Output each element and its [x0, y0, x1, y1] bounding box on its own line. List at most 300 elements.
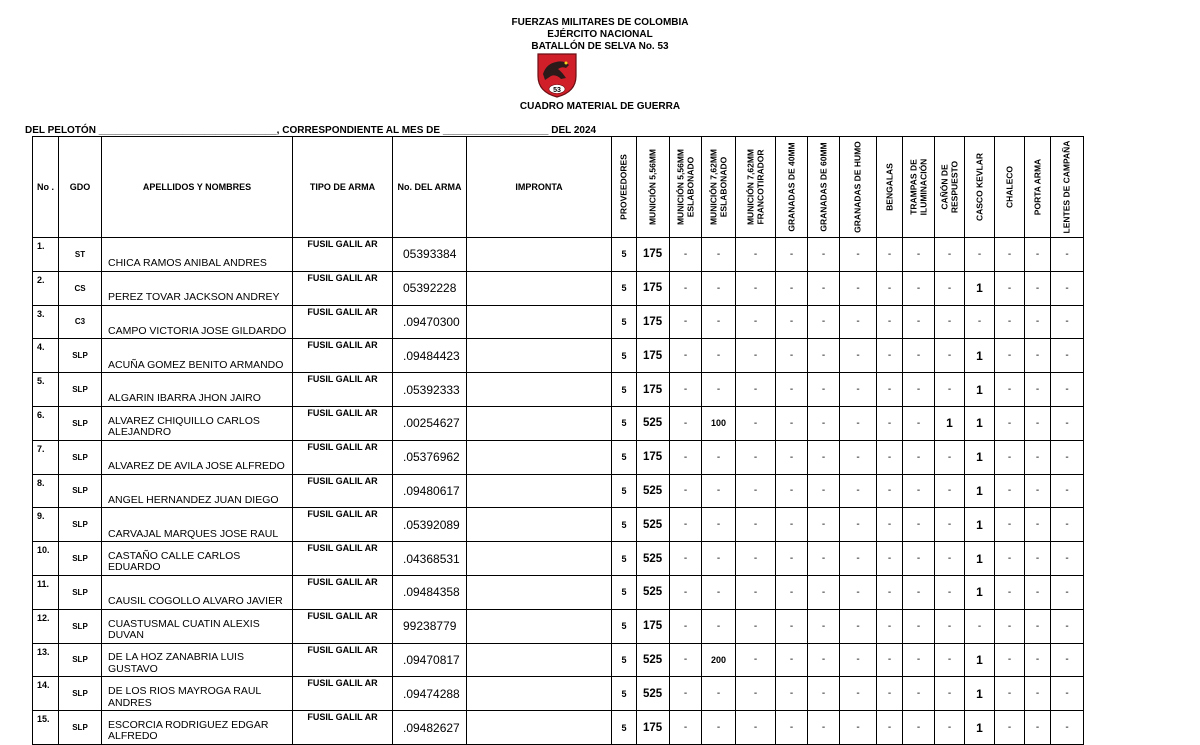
- table-row: [33, 474, 1084, 508]
- table-row: [33, 271, 1084, 305]
- municion-556-eslabonado-cell: -: [670, 406, 702, 440]
- name-cell: CARVAJAL MARQUES JOSE RAUL: [102, 508, 293, 542]
- porta-arma-cell: -: [1025, 406, 1051, 440]
- municion-556-eslabonado-cell: -: [670, 238, 702, 272]
- granadas-60-cell: -: [808, 373, 840, 407]
- municion-556-cell: 175: [637, 339, 670, 373]
- row-number: 9.: [33, 508, 59, 542]
- org-title-line2: EJÉRCITO NACIONAL: [547, 29, 653, 40]
- municion-556-cell: 175: [637, 305, 670, 339]
- trampas-cell: -: [903, 271, 935, 305]
- chaleco-cell: -: [995, 271, 1025, 305]
- canon-cell: -: [935, 643, 965, 677]
- municion-762-eslabonado-cell: 200: [702, 643, 736, 677]
- chaleco-cell: -: [995, 643, 1025, 677]
- granadas-humo-cell: -: [840, 339, 877, 373]
- casco-cell: 1: [965, 575, 995, 609]
- impronta-cell: [467, 406, 612, 440]
- trampas-cell: -: [903, 643, 935, 677]
- rank-cell: SLP: [59, 373, 102, 407]
- porta-arma-cell: -: [1025, 373, 1051, 407]
- granadas-40-cell: -: [776, 711, 808, 745]
- municion-762-francotirador-cell: -: [736, 643, 776, 677]
- chaleco-cell: -: [995, 575, 1025, 609]
- rank-cell: ST: [59, 238, 102, 272]
- canon-cell: 1: [935, 406, 965, 440]
- trampas-cell: -: [903, 339, 935, 373]
- porta-arma-cell: -: [1025, 271, 1051, 305]
- granadas-60-cell: -: [808, 575, 840, 609]
- org-title-line1: FUERZAS MILITARES DE COLOMBIA: [511, 17, 689, 28]
- canon-cell: -: [935, 711, 965, 745]
- col-mun762f: MUNICIÓN 7,62MM FRANCOTIRADOR: [736, 137, 776, 238]
- granadas-60-cell: -: [808, 711, 840, 745]
- granadas-humo-cell: -: [840, 542, 877, 576]
- municion-762-francotirador-cell: -: [736, 542, 776, 576]
- chaleco-cell: -: [995, 508, 1025, 542]
- municion-556-cell: 525: [637, 677, 670, 711]
- municion-556-eslabonado-cell: -: [670, 474, 702, 508]
- col-casco: CASCO KEVLAR: [965, 137, 995, 238]
- trampas-cell: -: [903, 474, 935, 508]
- proveedores-cell: 5: [612, 711, 637, 745]
- rank-cell: SLP: [59, 575, 102, 609]
- arm-number-cell: .09474288: [393, 677, 467, 711]
- arm-number-cell: .00254627: [393, 406, 467, 440]
- col-impronta: IMPRONTA: [467, 137, 612, 238]
- name-cell: ALVAREZ CHIQUILLO CARLOS ALEJANDRO: [102, 406, 293, 440]
- table-row: [33, 238, 1084, 272]
- lentes-cell: -: [1051, 542, 1084, 576]
- col-gr60: GRANADAS DE 60MM: [808, 137, 840, 238]
- arm-number-cell: 05393384: [393, 238, 467, 272]
- canon-cell: -: [935, 238, 965, 272]
- bengalas-cell: -: [877, 575, 903, 609]
- row-number: 13.: [33, 643, 59, 677]
- name-cell: ANGEL HERNANDEZ JUAN DIEGO: [102, 474, 293, 508]
- proveedores-cell: 5: [612, 238, 637, 272]
- lentes-cell: -: [1051, 339, 1084, 373]
- col-porta: PORTA ARMA: [1025, 137, 1051, 238]
- chaleco-cell: -: [995, 474, 1025, 508]
- row-number: 10.: [33, 542, 59, 576]
- municion-556-eslabonado-cell: -: [670, 339, 702, 373]
- trampas-cell: -: [903, 542, 935, 576]
- municion-762-eslabonado-cell: -: [702, 508, 736, 542]
- arm-number-cell: .09480617: [393, 474, 467, 508]
- granadas-60-cell: -: [808, 508, 840, 542]
- granadas-60-cell: -: [808, 677, 840, 711]
- chaleco-cell: -: [995, 440, 1025, 474]
- municion-556-eslabonado-cell: -: [670, 643, 702, 677]
- granadas-humo-cell: -: [840, 508, 877, 542]
- name-cell: CAUSIL COGOLLO ALVARO JAVIER: [102, 575, 293, 609]
- arm-type-cell: FUSIL GALIL AR: [293, 542, 393, 576]
- arm-type-cell: FUSIL GALIL AR: [293, 609, 393, 643]
- canon-cell: -: [935, 271, 965, 305]
- municion-762-francotirador-cell: -: [736, 238, 776, 272]
- bengalas-cell: -: [877, 643, 903, 677]
- porta-arma-cell: -: [1025, 474, 1051, 508]
- arm-type-cell: FUSIL GALIL AR: [293, 440, 393, 474]
- table-row: [33, 575, 1084, 609]
- municion-556-cell: 525: [637, 542, 670, 576]
- bengalas-cell: -: [877, 677, 903, 711]
- granadas-60-cell: -: [808, 542, 840, 576]
- granadas-40-cell: -: [776, 542, 808, 576]
- porta-arma-cell: -: [1025, 238, 1051, 272]
- rank-cell: SLP: [59, 542, 102, 576]
- col-mun556e: MUNICIÓN 5,56MM ESLABONADO: [670, 137, 702, 238]
- municion-556-eslabonado-cell: -: [670, 508, 702, 542]
- porta-arma-cell: -: [1025, 440, 1051, 474]
- municion-762-eslabonado-cell: -: [702, 238, 736, 272]
- granadas-40-cell: -: [776, 271, 808, 305]
- casco-cell: 1: [965, 711, 995, 745]
- municion-556-eslabonado-cell: -: [670, 542, 702, 576]
- lentes-cell: -: [1051, 373, 1084, 407]
- bengalas-cell: -: [877, 406, 903, 440]
- lentes-cell: -: [1051, 643, 1084, 677]
- municion-762-eslabonado-cell: 100: [702, 406, 736, 440]
- impronta-cell: [467, 643, 612, 677]
- col-no: No .: [33, 137, 59, 238]
- arm-type-cell: FUSIL GALIL AR: [293, 575, 393, 609]
- municion-762-eslabonado-cell: -: [702, 373, 736, 407]
- granadas-40-cell: -: [776, 643, 808, 677]
- lentes-cell: -: [1051, 271, 1084, 305]
- granadas-40-cell: -: [776, 339, 808, 373]
- municion-762-eslabonado-cell: -: [702, 609, 736, 643]
- trampas-cell: -: [903, 575, 935, 609]
- granadas-40-cell: -: [776, 508, 808, 542]
- row-number: 6.: [33, 406, 59, 440]
- rank-cell: SLP: [59, 711, 102, 745]
- table-row: [33, 440, 1084, 474]
- granadas-40-cell: -: [776, 440, 808, 474]
- granadas-60-cell: -: [808, 271, 840, 305]
- table-row: [33, 542, 1084, 576]
- casco-cell: 1: [965, 677, 995, 711]
- form-title: CUADRO MATERIAL DE GUERRA: [519, 101, 681, 112]
- row-number: 14.: [33, 677, 59, 711]
- row-number: 2.: [33, 271, 59, 305]
- municion-556-eslabonado-cell: -: [670, 575, 702, 609]
- table-row: [33, 609, 1084, 643]
- granadas-40-cell: -: [776, 609, 808, 643]
- lentes-cell: -: [1051, 440, 1084, 474]
- casco-cell: 1: [965, 339, 995, 373]
- municion-556-eslabonado-cell: -: [670, 609, 702, 643]
- table-header-row: [33, 137, 1084, 238]
- arm-number-cell: .05392089: [393, 508, 467, 542]
- canon-cell: -: [935, 440, 965, 474]
- canon-cell: -: [935, 609, 965, 643]
- canon-cell: -: [935, 305, 965, 339]
- canon-cell: -: [935, 575, 965, 609]
- lentes-cell: -: [1051, 474, 1084, 508]
- granadas-60-cell: -: [808, 643, 840, 677]
- municion-762-francotirador-cell: -: [736, 575, 776, 609]
- arm-type-cell: FUSIL GALIL AR: [293, 305, 393, 339]
- municion-556-eslabonado-cell: -: [670, 373, 702, 407]
- municion-556-cell: 175: [637, 373, 670, 407]
- name-cell: ALGARIN IBARRA JHON JAIRO: [102, 373, 293, 407]
- granadas-humo-cell: -: [840, 677, 877, 711]
- granadas-humo-cell: -: [840, 238, 877, 272]
- municion-762-francotirador-cell: -: [736, 271, 776, 305]
- lentes-cell: -: [1051, 305, 1084, 339]
- casco-cell: 1: [965, 440, 995, 474]
- row-number: 3.: [33, 305, 59, 339]
- proveedores-cell: 5: [612, 575, 637, 609]
- municion-762-eslabonado-cell: -: [702, 711, 736, 745]
- granadas-humo-cell: -: [840, 575, 877, 609]
- granadas-40-cell: -: [776, 305, 808, 339]
- lentes-cell: -: [1051, 677, 1084, 711]
- name-cell: DE LOS RIOS MAYROGA RAUL ANDRES: [102, 677, 293, 711]
- row-number: 8.: [33, 474, 59, 508]
- trampas-cell: -: [903, 677, 935, 711]
- canon-cell: -: [935, 677, 965, 711]
- casco-cell: 1: [965, 271, 995, 305]
- municion-556-eslabonado-cell: -: [670, 677, 702, 711]
- municion-556-cell: 525: [637, 406, 670, 440]
- granadas-60-cell: -: [808, 474, 840, 508]
- impronta-cell: [467, 474, 612, 508]
- municion-762-francotirador-cell: -: [736, 474, 776, 508]
- municion-556-eslabonado-cell: -: [670, 711, 702, 745]
- name-cell: CUASTUSMAL CUATIN ALEXIS DUVAN: [102, 609, 293, 643]
- arm-number-cell: .09470300: [393, 305, 467, 339]
- casco-cell: 1: [965, 643, 995, 677]
- canon-cell: -: [935, 474, 965, 508]
- casco-cell: -: [965, 238, 995, 272]
- chaleco-cell: -: [995, 711, 1025, 745]
- municion-762-eslabonado-cell: -: [702, 305, 736, 339]
- bengalas-cell: -: [877, 373, 903, 407]
- impronta-cell: [467, 440, 612, 474]
- arm-type-cell: FUSIL GALIL AR: [293, 271, 393, 305]
- casco-cell: -: [965, 305, 995, 339]
- lentes-cell: -: [1051, 609, 1084, 643]
- bengalas-cell: -: [877, 339, 903, 373]
- name-cell: CHICA RAMOS ANIBAL ANDRES: [102, 238, 293, 272]
- period-line: DEL PELOTÓN ________________________________, CORRESPONDIENTE AL MES DE ___________________ DEL 2024: [25, 125, 597, 136]
- municion-556-cell: 175: [637, 271, 670, 305]
- municion-556-eslabonado-cell: -: [670, 271, 702, 305]
- arm-type-cell: FUSIL GALIL AR: [293, 406, 393, 440]
- chaleco-cell: -: [995, 373, 1025, 407]
- row-number: 11.: [33, 575, 59, 609]
- impronta-cell: [467, 238, 612, 272]
- lentes-cell: -: [1051, 711, 1084, 745]
- porta-arma-cell: -: [1025, 339, 1051, 373]
- granadas-humo-cell: -: [840, 711, 877, 745]
- rank-cell: SLP: [59, 508, 102, 542]
- rank-cell: CS: [59, 271, 102, 305]
- arm-number-cell: .09470817: [393, 643, 467, 677]
- chaleco-cell: -: [995, 305, 1025, 339]
- col-name: APELLIDOS Y NOMBRES: [102, 137, 293, 238]
- proveedores-cell: 5: [612, 508, 637, 542]
- granadas-humo-cell: -: [840, 609, 877, 643]
- bengalas-cell: -: [877, 609, 903, 643]
- municion-556-cell: 175: [637, 711, 670, 745]
- granadas-humo-cell: -: [840, 440, 877, 474]
- logo-number: 53: [553, 87, 561, 94]
- municion-556-eslabonado-cell: -: [670, 305, 702, 339]
- arm-number-cell: .09482627: [393, 711, 467, 745]
- col-arm-no: No. DEL ARMA: [393, 137, 467, 238]
- municion-762-francotirador-cell: -: [736, 508, 776, 542]
- granadas-humo-cell: -: [840, 271, 877, 305]
- lentes-cell: -: [1051, 508, 1084, 542]
- municion-762-francotirador-cell: -: [736, 609, 776, 643]
- name-cell: ALVAREZ DE AVILA JOSE ALFREDO: [102, 440, 293, 474]
- trampas-cell: -: [903, 440, 935, 474]
- proveedores-cell: 5: [612, 271, 637, 305]
- granadas-40-cell: -: [776, 474, 808, 508]
- municion-762-francotirador-cell: -: [736, 440, 776, 474]
- municion-762-francotirador-cell: -: [736, 305, 776, 339]
- lentes-cell: -: [1051, 575, 1084, 609]
- col-chaleco: CHALECO: [995, 137, 1025, 238]
- name-cell: ESCORCIA RODRIGUEZ EDGAR ALFREDO: [102, 711, 293, 745]
- canon-cell: -: [935, 339, 965, 373]
- municion-762-eslabonado-cell: -: [702, 542, 736, 576]
- rank-cell: SLP: [59, 677, 102, 711]
- proveedores-cell: 5: [612, 373, 637, 407]
- municion-556-cell: 175: [637, 238, 670, 272]
- row-number: 12.: [33, 609, 59, 643]
- casco-cell: 1: [965, 542, 995, 576]
- porta-arma-cell: -: [1025, 711, 1051, 745]
- bengalas-cell: -: [877, 440, 903, 474]
- row-number: 7.: [33, 440, 59, 474]
- chaleco-cell: -: [995, 339, 1025, 373]
- arm-type-cell: FUSIL GALIL AR: [293, 339, 393, 373]
- granadas-40-cell: -: [776, 677, 808, 711]
- proveedores-cell: 5: [612, 609, 637, 643]
- canon-cell: -: [935, 542, 965, 576]
- casco-cell: 1: [965, 508, 995, 542]
- rank-cell: SLP: [59, 406, 102, 440]
- trampas-cell: -: [903, 305, 935, 339]
- municion-762-francotirador-cell: -: [736, 711, 776, 745]
- municion-556-cell: 525: [637, 474, 670, 508]
- porta-arma-cell: -: [1025, 643, 1051, 677]
- chaleco-cell: -: [995, 677, 1025, 711]
- arm-number-cell: 05392228: [393, 271, 467, 305]
- granadas-humo-cell: -: [840, 406, 877, 440]
- municion-762-eslabonado-cell: -: [702, 271, 736, 305]
- org-title-line3: BATALLÓN DE SELVA No. 53: [531, 41, 669, 52]
- impronta-cell: [467, 711, 612, 745]
- col-lentes: LENTES DE CAMPAÑA: [1051, 137, 1084, 238]
- trampas-cell: -: [903, 238, 935, 272]
- proveedores-cell: 5: [612, 542, 637, 576]
- col-proveedores: PROVEEDORES: [612, 137, 637, 238]
- municion-556-cell: 525: [637, 508, 670, 542]
- impronta-cell: [467, 609, 612, 643]
- municion-556-cell: 525: [637, 643, 670, 677]
- casco-cell: -: [965, 609, 995, 643]
- impronta-cell: [467, 677, 612, 711]
- arm-number-cell: .04368531: [393, 542, 467, 576]
- proveedores-cell: 5: [612, 474, 637, 508]
- table-row: [33, 508, 1084, 542]
- rank-cell: SLP: [59, 643, 102, 677]
- granadas-humo-cell: -: [840, 643, 877, 677]
- granadas-humo-cell: -: [840, 474, 877, 508]
- arm-number-cell: .09484358: [393, 575, 467, 609]
- canon-cell: -: [935, 373, 965, 407]
- porta-arma-cell: -: [1025, 575, 1051, 609]
- col-mun556: MUNICIÓN 5,56MM: [637, 137, 670, 238]
- table-row: [33, 711, 1084, 745]
- granadas-60-cell: -: [808, 305, 840, 339]
- name-cell: CASTAÑO CALLE CARLOS EDUARDO: [102, 542, 293, 576]
- municion-556-cell: 525: [637, 575, 670, 609]
- arm-type-cell: FUSIL GALIL AR: [293, 373, 393, 407]
- rank-cell: SLP: [59, 609, 102, 643]
- granadas-60-cell: -: [808, 238, 840, 272]
- proveedores-cell: 5: [612, 339, 637, 373]
- col-arm-type: TIPO DE ARMA: [293, 137, 393, 238]
- table-row: [33, 677, 1084, 711]
- proveedores-cell: 5: [612, 677, 637, 711]
- municion-556-cell: 175: [637, 440, 670, 474]
- lentes-cell: -: [1051, 238, 1084, 272]
- granadas-60-cell: -: [808, 609, 840, 643]
- bengalas-cell: -: [877, 711, 903, 745]
- arm-type-cell: FUSIL GALIL AR: [293, 238, 393, 272]
- porta-arma-cell: -: [1025, 542, 1051, 576]
- proveedores-cell: 5: [612, 406, 637, 440]
- col-grhumo: GRANADAS DE HUMO: [840, 137, 877, 238]
- table-row: [33, 305, 1084, 339]
- chaleco-cell: -: [995, 238, 1025, 272]
- name-cell: ACUÑA GOMEZ BENITO ARMANDO: [102, 339, 293, 373]
- municion-556-eslabonado-cell: -: [670, 440, 702, 474]
- impronta-cell: [467, 575, 612, 609]
- arm-number-cell: 99238779: [393, 609, 467, 643]
- rank-cell: C3: [59, 305, 102, 339]
- porta-arma-cell: -: [1025, 508, 1051, 542]
- porta-arma-cell: -: [1025, 305, 1051, 339]
- impronta-cell: [467, 339, 612, 373]
- municion-762-eslabonado-cell: -: [702, 440, 736, 474]
- rank-cell: SLP: [59, 474, 102, 508]
- granadas-40-cell: -: [776, 406, 808, 440]
- trampas-cell: -: [903, 508, 935, 542]
- col-canon: CAÑÓN DE RESPUESTO: [935, 137, 965, 238]
- bengalas-cell: -: [877, 305, 903, 339]
- row-number: 5.: [33, 373, 59, 407]
- granadas-humo-cell: -: [840, 305, 877, 339]
- arm-type-cell: FUSIL GALIL AR: [293, 711, 393, 745]
- proveedores-cell: 5: [612, 643, 637, 677]
- casco-cell: 1: [965, 474, 995, 508]
- arm-type-cell: FUSIL GALIL AR: [293, 474, 393, 508]
- proveedores-cell: 5: [612, 440, 637, 474]
- impronta-cell: [467, 508, 612, 542]
- casco-cell: 1: [965, 406, 995, 440]
- impronta-cell: [467, 542, 612, 576]
- col-gdo: GDO: [59, 137, 102, 238]
- municion-762-eslabonado-cell: -: [702, 339, 736, 373]
